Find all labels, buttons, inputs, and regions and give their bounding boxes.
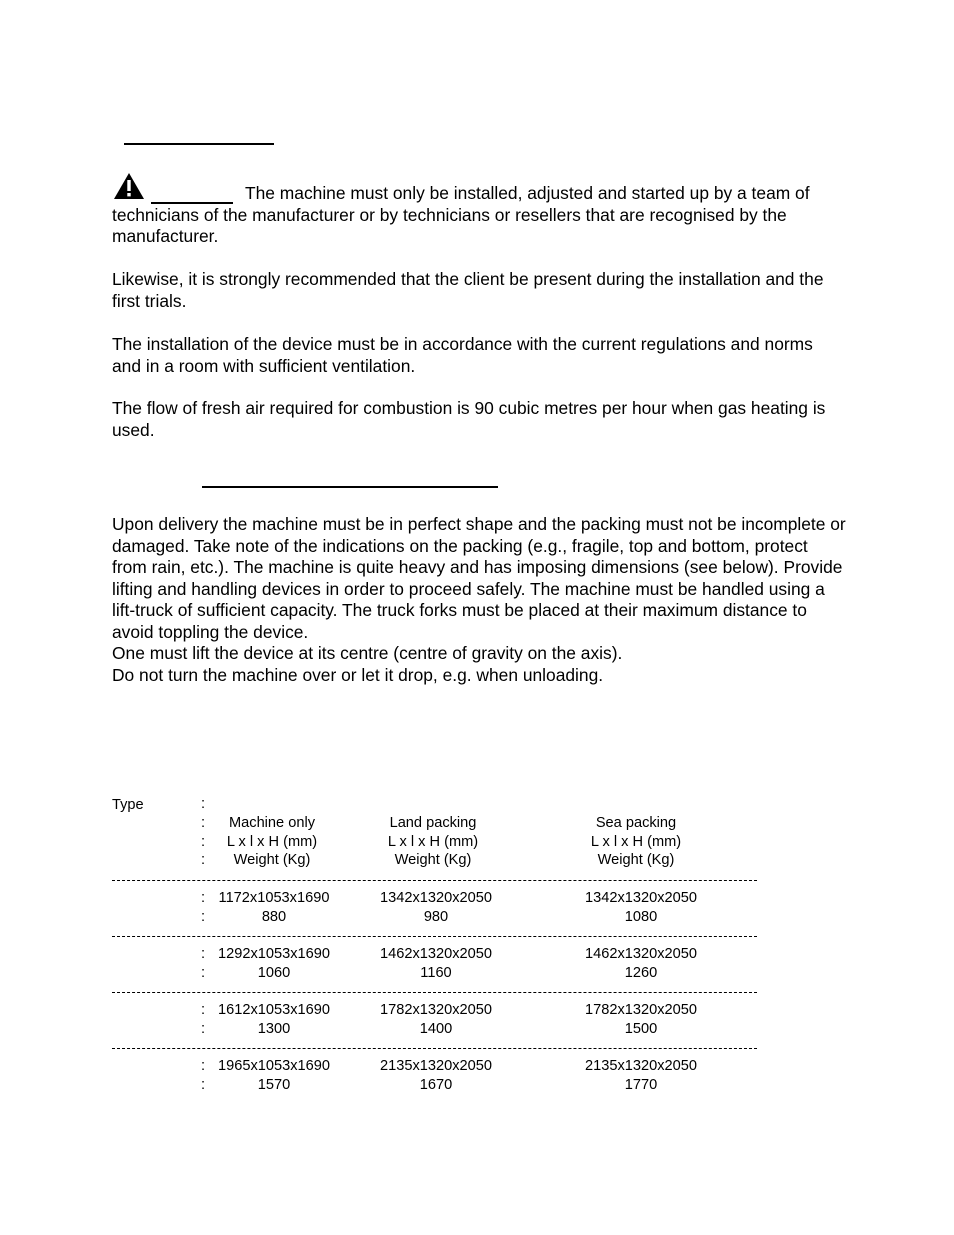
colon: :: [201, 815, 206, 831]
row-1-land-dims: 1342x1320x2050: [380, 890, 492, 906]
row-3-machine-weight: 1300: [257, 1021, 291, 1037]
row-1-machine-dims: 1172x1053x1690: [218, 890, 330, 906]
row-1-sea-dims: 1342x1320x2050: [585, 890, 697, 906]
row-3-sea-dims: 1782x1320x2050: [585, 1002, 697, 1018]
row-4-machine-dims: 1965x1053x1690: [218, 1058, 330, 1074]
colon: :: [201, 946, 206, 962]
row-4-land-weight: 1670: [419, 1077, 453, 1093]
row-1-machine-weight: 880: [261, 909, 287, 925]
colon: :: [201, 965, 206, 981]
row-4-sea-dims: 2135x1320x2050: [585, 1058, 697, 1074]
header-land-packing-dims: L x l x H (mm): [387, 834, 479, 850]
row-separator: [112, 880, 757, 881]
colon: :: [201, 1021, 206, 1037]
row-4-machine-weight: 1570: [257, 1077, 291, 1093]
row-2-machine-dims: 1292x1053x1690: [218, 946, 330, 962]
header-machine-only-dims: L x l x H (mm): [226, 834, 318, 850]
row-4-land-dims: 2135x1320x2050: [380, 1058, 492, 1074]
paragraph-fresh-air: The flow of fresh air required for combustion is 90 cubic metres per hour when gas heating is used.: [112, 398, 826, 440]
header-machine-only-weight: Weight (Kg): [233, 852, 311, 868]
paragraph-regulations: The installation of the device must be in accordance with the current regulations and norms and in a room with sufficient ventilation.: [112, 334, 813, 376]
row-separator: [112, 992, 757, 993]
row-2-land-weight: 1160: [420, 965, 452, 981]
colon: :: [201, 1077, 206, 1093]
row-2-machine-weight: 1060: [257, 965, 291, 981]
section-heading-rule-installation: [124, 143, 274, 145]
colon: :: [201, 834, 206, 850]
colon: :: [201, 909, 206, 925]
paragraph-do-not-turn: Do not turn the machine over or let it drop, e.g. when unloading.: [112, 665, 604, 685]
row-3-sea-weight: 1500: [624, 1021, 658, 1037]
header-machine-only: Machine only: [229, 815, 315, 831]
colon: :: [201, 852, 206, 868]
colon: :: [201, 1058, 206, 1074]
colon: :: [201, 890, 206, 906]
row-1-sea-weight: 1080: [624, 909, 658, 925]
type-label: Type: [112, 797, 144, 813]
row-1-land-weight: 980: [423, 909, 449, 925]
row-separator: [112, 1048, 757, 1049]
paragraph-delivery: Upon delivery the machine must be in perfect shape and the packing must not be incomplete or damaged. Take note of the indications on the packing (e.g., fragile, top and bottom, protect from rain, etc.). The machine is quite heavy and has imposing dimensions (see below). Provide lifting and handling devices in order to proceed safely. The machine must be handled using a lift-truck of sufficient capacity. The truck forks must be placed at their maximum distance to avoid toppling the device.: [112, 514, 846, 642]
row-3-machine-dims: 1612x1053x1690: [218, 1002, 330, 1018]
section-heading-rule-delivery: [202, 486, 498, 488]
row-2-sea-weight: 1260: [624, 965, 658, 981]
paragraph-lift-centre: One must lift the device at its centre (centre of gravity on the axis).: [112, 643, 623, 663]
header-land-packing: Land packing: [389, 815, 477, 831]
row-4-sea-weight: 1770: [624, 1077, 658, 1093]
row-2-sea-dims: 1462x1320x2050: [585, 946, 697, 962]
header-land-packing-weight: Weight (Kg): [394, 852, 472, 868]
row-2-land-dims: 1462x1320x2050: [380, 946, 492, 962]
paragraph-client-present: Likewise, it is strongly recommended that the client be present during the installation and the first trials.: [112, 269, 824, 311]
paragraph-installation-team: The machine must only be installed, adjusted and started up by a team of technicians of the manufacturer or by technicians or resellers that are recognised by the manufacturer.: [112, 183, 810, 246]
header-sea-packing: Sea packing: [595, 815, 677, 831]
colon: :: [201, 1002, 206, 1018]
header-sea-packing-dims: L x l x H (mm): [590, 834, 682, 850]
header-sea-packing-weight: Weight (Kg): [597, 852, 675, 868]
colon: :: [201, 796, 206, 812]
row-3-land-dims: 1782x1320x2050: [380, 1002, 492, 1018]
row-separator: [112, 936, 757, 937]
row-3-land-weight: 1400: [419, 1021, 453, 1037]
